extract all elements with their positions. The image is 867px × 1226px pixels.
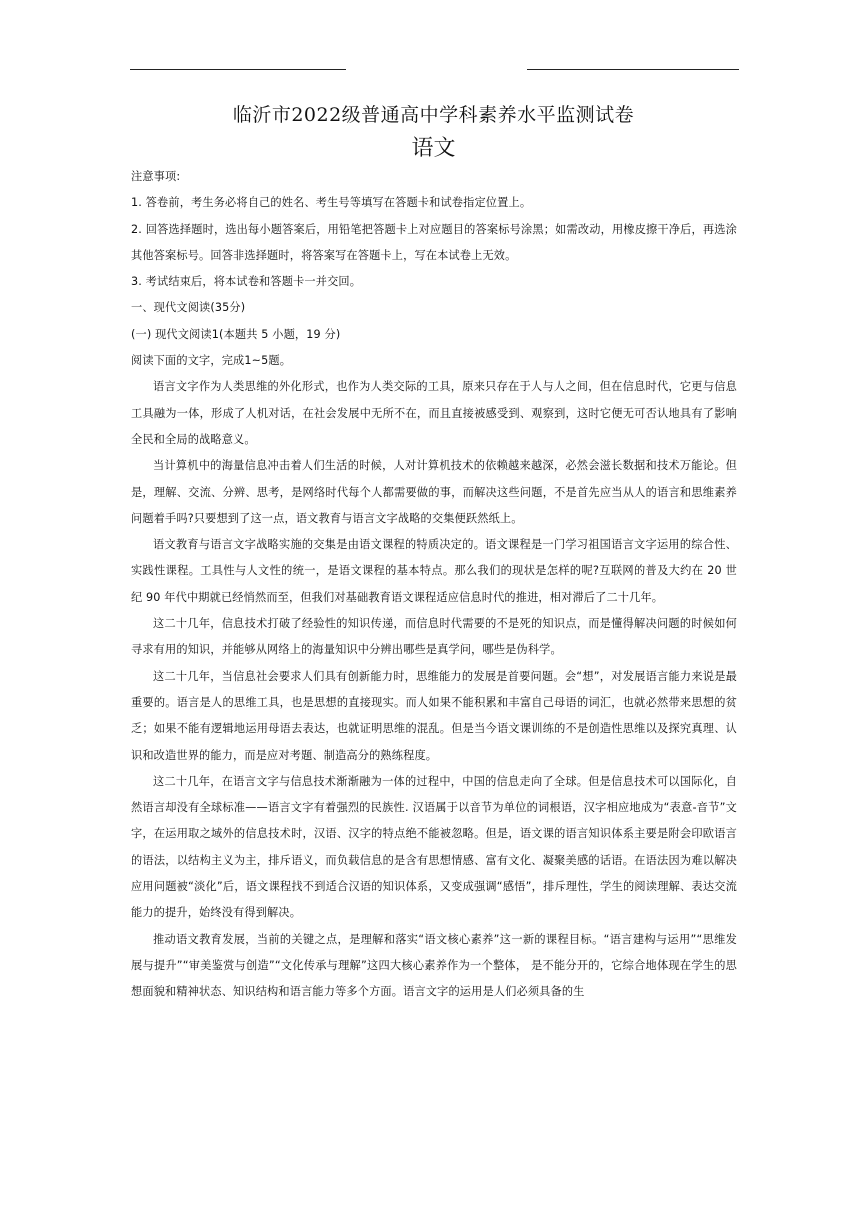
notice-heading: 注意事项: xyxy=(131,170,181,183)
passage-paragraph-6: 这二十几年，在语言文字与信息技术渐渐融为一体的过程中，中国的信息走向了全球。但是信息技术可以国际化，自然语言却没有全球标准——语言文字有着强烈的民族性. 汉语属于以音节为单位的词根语，汉字相应地成为“表意-音节”文字，在运用取之域外的信息技术时，汉语、汉字的特点绝不能被忽略。但是，语文课的语言知识体系主要是附会印欧语言的语法，以结构主义为主，排斥语义，而负载信息的是含有思想情感、富有文化、凝聚美感的话语。在语法因为难以解决应用问题被“淡化”后，语文课程找不到适合汉语的知识体系，又变成强调“感悟”，排斥理性，学生的阅读理解、表达交流能力的提升，始终没有得到解决。 xyxy=(131,774,737,920)
passage-paragraph-7: 推动语文教育发展，当前的关键之点，是理解和落实“语文核心素养”这一新的课程目标。“语言建构与运用”“思维发展与提升”“审美鉴赏与创造”“文化传承与理解”这四大核心素养作为一个整体， 是不能分开的，它综合地体现在学生的思想面貌和精神状态、知识结构和语言能力等多个方面。语言文字的运用是人们必须具备的生 xyxy=(131,932,737,999)
passage-paragraph-3: 语文教育与语言文字战略实施的交集是由语文课程的特质决定的。语文课程是一门学习祖国语言文字运用的综合性、实践性课程。工具性与人文性的统一，是语文课程的基本特点。那么我们的现状是怎样的呢?互联网的普及大约在 20 世纪 90 年代中期就已经悄然而至，但我们对基础教育语文课程适应信息时代的推进，相对滞后了二十几年。 xyxy=(131,538,737,604)
name-blank-line xyxy=(130,69,346,70)
id-blank-line xyxy=(527,69,739,70)
notice-item-2: 2. 回答选择题时，选出每小题答案后，用铅笔把答题卡上对应题目的答案标号涂黑；如需改动，用橡皮擦干净后，再选涂其他答案标号。回答非选择题时，将答案写在答题卡上，写在本试卷上无效。 xyxy=(131,222,737,262)
exam-title: 临沂市2022级普通高中学科素养水平监测试卷 xyxy=(232,104,635,126)
passage-paragraph-1: 语言文字作为人类思维的外化形式，也作为人类交际的工具，原来只存在于人与人之间，但在信息时代，它更与信息工具融为一体，形成了人机对话，在社会发展中无所不在，而且直接被感受到、观察到，这时它便无可否认地具有了影响全民和全局的战略意义。 xyxy=(131,380,737,446)
passage-paragraph-2: 当计算机中的海量信息冲击着人们生活的时候，人对计算机技术的依赖越来越深，必然会滋长数据和技术万能论。但是，理解、交流、分辨、思考，是网络时代每个人都需要做的事，而解决这些问题，不是首先应当从人的语言和思维素养问题着手吗?只要想到了这一点，语文教育与语言文字战略的交集便跃然纸上。 xyxy=(131,459,737,525)
section-subheading: (一) 现代文阅读1(本题共 5 小题，19 分) xyxy=(131,327,341,341)
section-heading: 一、现代文阅读(35分) xyxy=(131,301,246,315)
passage-paragraph-5: 这二十几年，当信息社会要求人们具有创新能力时，思维能力的发展是首要问题。会“想”，对发展语言能力来说是最重要的。语言是人的思维工具，也是思想的直接现实。而人如果不能积累和丰富自己母语的词汇，也就必然带来思想的贫乏；如果不能有逻辑地运用母语去表达，也就证明思维的混乱。但是当今语文课训练的不是创造性思维以及探究真理、认识和改造世界的能力，而是应对考题、制造高分的熟练程度。 xyxy=(131,669,737,762)
notice-item-3: 3. 考试结束后，将本试卷和答题卡一并交回。 xyxy=(131,275,362,289)
subject-title: 语文 xyxy=(411,136,456,161)
notice-item-1: 1. 答卷前，考生务必将自己的姓名、考生号等填写在答题卡和试卷指定位置上。 xyxy=(131,196,532,210)
exam-content xyxy=(131,164,737,1006)
passage-paragraph-4: 这二十几年，信息技术打破了经验性的知识传递，而信息时代需要的不是死的知识点，而是懂得解决问题的时候如何寻求有用的知识，并能够从网络上的海量知识中分辨出哪些是真学问，哪些是伪科学。 xyxy=(131,617,737,657)
reading-instruction: 阅读下面的文字，完成1~5题。 xyxy=(131,354,292,368)
